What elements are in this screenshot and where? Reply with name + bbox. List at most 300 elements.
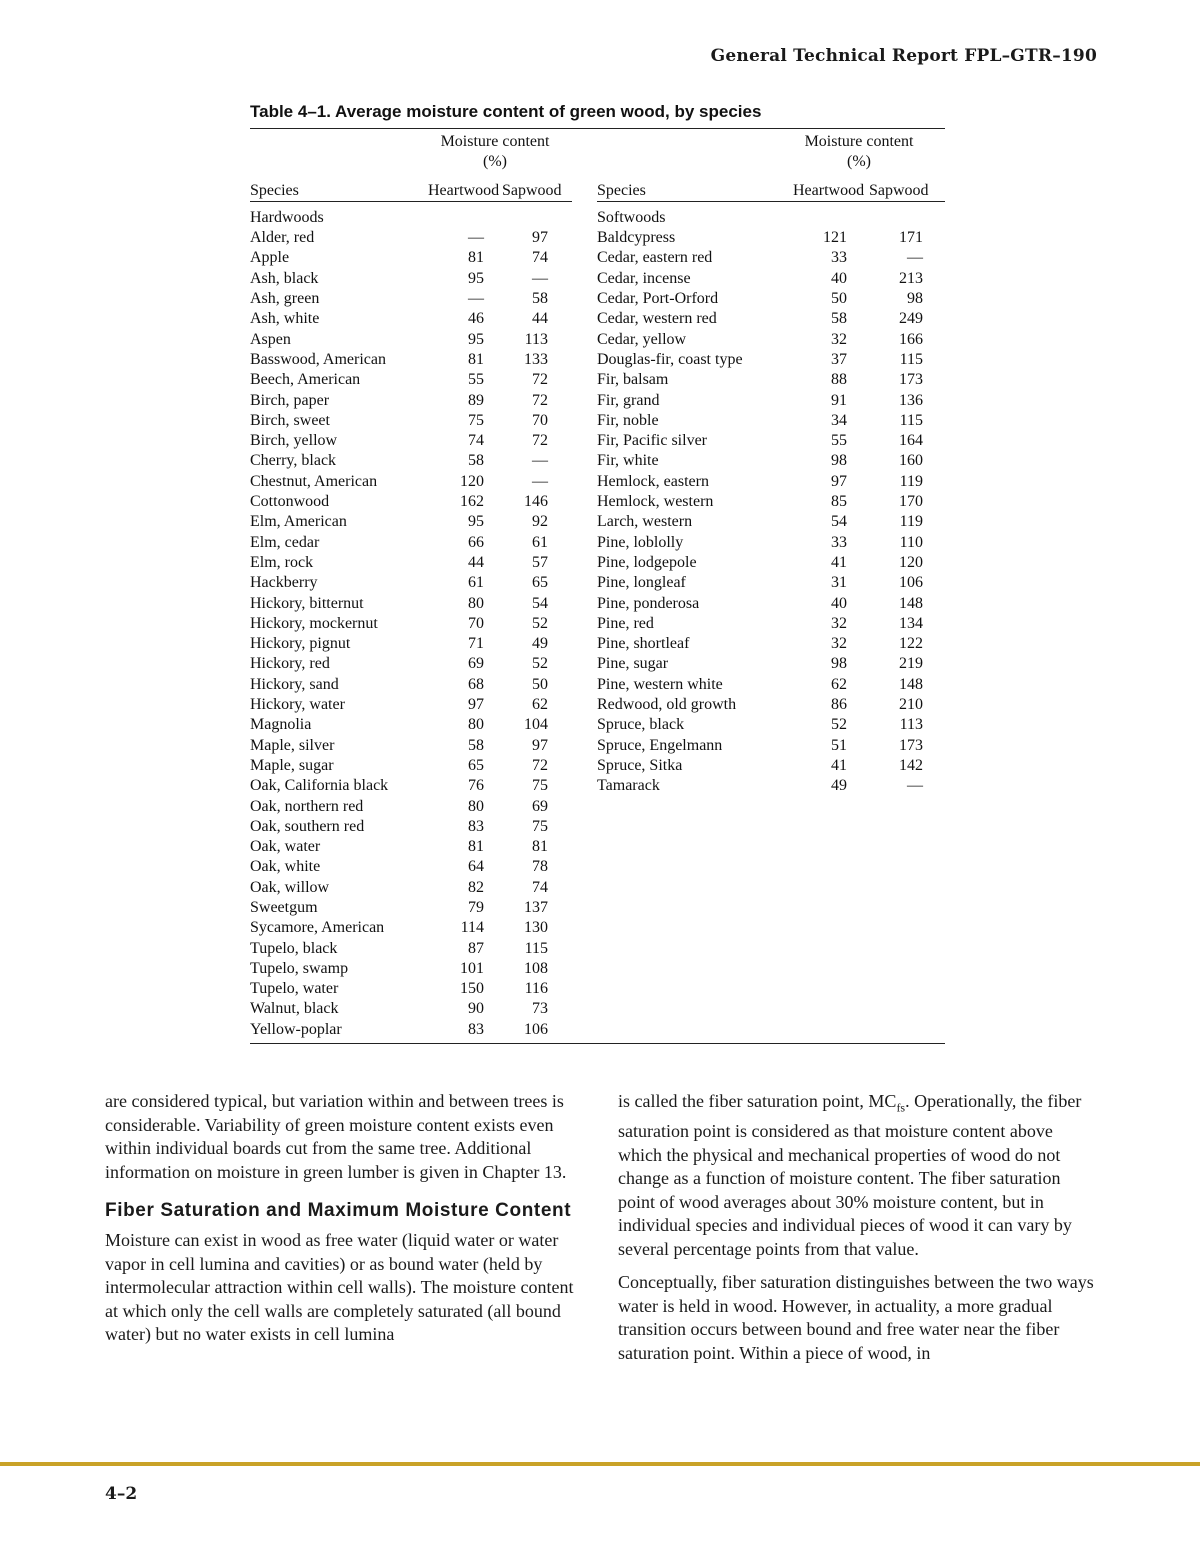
hardwood-sapwood-value: 70 xyxy=(532,411,548,429)
table-row xyxy=(250,675,945,695)
softwood-heartwood-value: 49 xyxy=(831,777,847,795)
hardwood-sapwood-value: 73 xyxy=(532,1000,548,1018)
softwood-sapwood-value xyxy=(869,797,945,817)
table-row xyxy=(250,289,945,309)
table-row xyxy=(250,451,945,471)
softwood-heartwood-value: 31 xyxy=(831,574,847,592)
table-row xyxy=(250,350,945,370)
hardwood-species: Magnolia xyxy=(250,716,312,734)
softwood-heartwood-value: 51 xyxy=(831,736,847,754)
hardwood-sapwood-value: 52 xyxy=(532,614,548,632)
species-header-left: Species xyxy=(250,173,418,202)
hardwood-sapwood-value: 78 xyxy=(532,858,548,876)
softwood-heartwood-value xyxy=(773,918,869,938)
table-row xyxy=(250,979,945,999)
softwood-species: Tamarack xyxy=(597,777,660,795)
table-row xyxy=(250,715,945,735)
hardwood-species: Walnut, black xyxy=(250,1000,339,1018)
softwood-species: Pine, loblolly xyxy=(597,533,684,551)
softwood-species: Pine, shortleaf xyxy=(597,635,690,653)
softwood-heartwood-value: 98 xyxy=(831,655,847,673)
softwood-heartwood-value xyxy=(773,817,869,837)
softwood-sapwood-value: 148 xyxy=(899,594,923,612)
hardwood-sapwood-value: 116 xyxy=(524,980,548,998)
hardwood-species: Birch, paper xyxy=(250,391,330,409)
softwood-sapwood-value xyxy=(869,999,945,1019)
table-row xyxy=(250,654,945,674)
hardwood-species: Chestnut, American xyxy=(250,472,378,490)
softwood-sapwood-value: 136 xyxy=(899,391,923,409)
hardwood-heartwood-value: 83 xyxy=(468,817,484,835)
table-row xyxy=(250,573,945,593)
softwood-species xyxy=(597,878,773,898)
hardwood-heartwood-value: 83 xyxy=(468,1020,484,1038)
hardwood-sapwood-value: 50 xyxy=(532,675,548,693)
hardwood-sapwood-value: 72 xyxy=(532,371,548,389)
hardwood-heartwood-value: 114 xyxy=(460,919,484,937)
softwood-sapwood-value: 164 xyxy=(899,432,923,450)
softwood-heartwood-value: 41 xyxy=(831,553,847,571)
softwood-species: Fir, Pacific silver xyxy=(597,432,707,450)
sapwood-header-right: Sapwood xyxy=(869,173,945,202)
table-row xyxy=(250,918,945,938)
softwood-sapwood-value: 122 xyxy=(899,635,923,653)
softwood-heartwood-value: 121 xyxy=(823,229,847,247)
moisture-content-heading-left: Moisture content xyxy=(440,133,550,150)
hardwood-species: Elm, cedar xyxy=(250,533,320,551)
hardwood-heartwood-value: 95 xyxy=(468,330,484,348)
body-paragraph: Moisture can exist in wood as free water (liquid water or water vapor in cell lumina and cavities) or as bound water (held by intermolecular attraction within cell walls). The moisture content at which only the cell walls are completely saturated (all bound water) but no water exists in cell lumina xyxy=(105,1230,574,1344)
hardwood-sapwood-value: — xyxy=(532,452,548,470)
hardwood-sapwood-value: 75 xyxy=(532,817,548,835)
table-row xyxy=(250,756,945,776)
table-row xyxy=(250,736,945,756)
hardwood-heartwood-value: 80 xyxy=(468,797,484,815)
softwoods-group-label: Softwoods xyxy=(597,208,666,226)
softwood-heartwood-value: 97 xyxy=(831,472,847,490)
hardwood-sapwood-value: 81 xyxy=(532,838,548,856)
table-row xyxy=(250,533,945,553)
softwood-species: Hemlock, western xyxy=(597,493,714,511)
softwood-sapwood-value xyxy=(869,857,945,877)
table-row xyxy=(250,512,945,532)
softwood-sapwood-value: 113 xyxy=(899,716,923,734)
softwood-sapwood-value: 148 xyxy=(899,675,923,693)
hardwood-sapwood-value: 75 xyxy=(532,777,548,795)
table-row xyxy=(250,330,945,350)
softwood-sapwood-value xyxy=(869,918,945,938)
softwood-heartwood-value: 52 xyxy=(831,716,847,734)
hardwood-heartwood-value: 58 xyxy=(468,736,484,754)
body-text: is called the fiber saturation point, MC xyxy=(618,1091,897,1111)
softwood-species: Spruce, black xyxy=(597,716,685,734)
softwood-heartwood-value xyxy=(773,878,869,898)
softwood-sapwood-value: 173 xyxy=(899,371,923,389)
hardwood-species: Oak, California black xyxy=(250,777,389,795)
table-row xyxy=(250,269,945,289)
footer-rule xyxy=(0,1462,1200,1466)
softwood-species xyxy=(597,999,773,1019)
table-row xyxy=(250,391,945,411)
hardwood-heartwood-value: 90 xyxy=(468,1000,484,1018)
hardwood-heartwood-value: 81 xyxy=(468,350,484,368)
hardwood-sapwood-value: 57 xyxy=(532,553,548,571)
hardwood-sapwood-value: 58 xyxy=(532,290,548,308)
hardwood-sapwood-value: 44 xyxy=(532,310,548,328)
hardwood-heartwood-value: — xyxy=(468,229,484,247)
softwood-species: Pine, lodgepole xyxy=(597,553,697,571)
hardwood-species: Maple, silver xyxy=(250,736,335,754)
hardwood-heartwood-value: 44 xyxy=(468,553,484,571)
sapwood-header-left: Sapwood xyxy=(502,173,572,202)
hardwood-heartwood-value: 58 xyxy=(468,452,484,470)
softwood-species: Spruce, Engelmann xyxy=(597,736,723,754)
hardwood-species: Basswood, American xyxy=(250,350,386,368)
hardwood-sapwood-value: 61 xyxy=(532,533,548,551)
softwood-sapwood-value: 142 xyxy=(899,756,923,774)
softwood-species: Cedar, eastern red xyxy=(597,249,713,267)
hardwood-heartwood-value: 75 xyxy=(468,411,484,429)
softwood-heartwood-value xyxy=(773,999,869,1019)
hardwood-species: Oak, southern red xyxy=(250,817,365,835)
hardwoods-group-label: Hardwoods xyxy=(250,208,324,226)
softwood-species: Cedar, western red xyxy=(597,310,717,328)
softwood-heartwood-value: 40 xyxy=(831,594,847,612)
percent-unit-right: (%) xyxy=(847,153,871,171)
softwood-species: Cedar, yellow xyxy=(597,330,687,348)
hardwood-species: Sweetgum xyxy=(250,898,318,916)
softwood-species xyxy=(597,817,773,837)
softwood-species: Fir, noble xyxy=(597,411,659,429)
softwood-heartwood-value: 50 xyxy=(831,290,847,308)
hardwood-sapwood-value: 115 xyxy=(524,939,548,957)
hardwood-heartwood-value: 66 xyxy=(468,533,484,551)
hardwood-heartwood-value: 97 xyxy=(468,696,484,714)
softwood-heartwood-value: 32 xyxy=(831,330,847,348)
hardwood-species: Yellow-poplar xyxy=(250,1020,342,1038)
table-row xyxy=(250,837,945,857)
hardwood-species: Ash, white xyxy=(250,310,320,328)
body-paragraph: are considered typical, but variation within and between trees is considerable. Variability of green moisture content exists even within individual boards cut from the same tree. Additional information on moisture in green lumber is given in Chapter 13. xyxy=(105,1091,567,1182)
body-column-right xyxy=(618,1090,1096,1375)
softwood-sapwood-value: 115 xyxy=(899,411,923,429)
softwood-species xyxy=(597,918,773,938)
table-row xyxy=(250,857,945,877)
hardwood-species: Tupelo, water xyxy=(250,980,339,998)
softwood-heartwood-value xyxy=(773,939,869,959)
page-number: 4–2 xyxy=(105,1484,138,1504)
hardwood-heartwood-value: — xyxy=(468,290,484,308)
table-row xyxy=(250,1020,945,1040)
table-row xyxy=(250,411,945,431)
softwood-sapwood-value: 166 xyxy=(899,330,923,348)
softwood-species: Fir, white xyxy=(597,452,659,470)
softwood-species: Pine, red xyxy=(597,614,654,632)
hardwood-species: Hickory, red xyxy=(250,655,330,673)
softwood-species: Larch, western xyxy=(597,513,693,531)
hardwood-heartwood-value: 120 xyxy=(460,472,484,490)
softwood-sapwood-value xyxy=(869,898,945,918)
hardwood-sapwood-value: 146 xyxy=(524,493,548,511)
softwood-sapwood-value: 160 xyxy=(899,452,923,470)
hardwood-species: Ash, green xyxy=(250,290,320,308)
softwood-heartwood-value: 34 xyxy=(831,411,847,429)
softwood-sapwood-value xyxy=(869,817,945,837)
softwood-species: Cedar, Port-Orford xyxy=(597,290,719,308)
body-paragraph xyxy=(618,1090,1096,1261)
hardwood-species: Aspen xyxy=(250,330,291,348)
softwood-sapwood-value xyxy=(869,939,945,959)
hardwood-heartwood-value: 46 xyxy=(468,310,484,328)
hardwood-heartwood-value: 80 xyxy=(468,594,484,612)
hardwood-heartwood-value: 71 xyxy=(468,635,484,653)
hardwood-species: Apple xyxy=(250,249,290,267)
softwood-species: Fir, balsam xyxy=(597,371,669,389)
hardwood-heartwood-value: 87 xyxy=(468,939,484,957)
softwood-sapwood-value: 115 xyxy=(899,350,923,368)
softwood-heartwood-value: 86 xyxy=(831,696,847,714)
hardwood-heartwood-value: 68 xyxy=(468,675,484,693)
moisture-content-table xyxy=(250,128,945,1044)
table-row xyxy=(250,797,945,817)
percent-unit-left: (%) xyxy=(483,153,507,171)
hardwood-species: Beech, American xyxy=(250,371,361,389)
hardwood-heartwood-value: 162 xyxy=(460,493,484,511)
softwood-species: Fir, grand xyxy=(597,391,660,409)
hardwood-heartwood-value: 69 xyxy=(468,655,484,673)
softwood-heartwood-value: 54 xyxy=(831,513,847,531)
hardwood-heartwood-value: 95 xyxy=(468,269,484,287)
hardwood-species: Birch, sweet xyxy=(250,411,330,429)
hardwood-species: Tupelo, black xyxy=(250,939,338,957)
softwood-heartwood-value: 88 xyxy=(831,371,847,389)
hardwood-heartwood-value: 95 xyxy=(468,513,484,531)
softwood-sapwood-value: 120 xyxy=(899,553,923,571)
hardwood-species: Hackberry xyxy=(250,574,318,592)
softwood-species xyxy=(597,979,773,999)
section-heading: Fiber Saturation and Maximum Moisture Content xyxy=(105,1200,572,1221)
softwood-sapwood-value: 213 xyxy=(899,269,923,287)
softwood-sapwood-value: 171 xyxy=(899,229,923,247)
hardwood-species: Cherry, black xyxy=(250,452,337,470)
hardwood-species: Elm, rock xyxy=(250,553,314,571)
softwood-heartwood-value: 41 xyxy=(831,756,847,774)
hardwood-species: Hickory, bitternut xyxy=(250,594,364,612)
softwood-sapwood-value: 249 xyxy=(899,310,923,328)
softwood-species: Baldcypress xyxy=(597,229,676,247)
hardwood-sapwood-value: 52 xyxy=(532,655,548,673)
softwood-heartwood-value: 62 xyxy=(831,675,847,693)
heartwood-header-left: Heartwood xyxy=(418,173,502,202)
softwood-heartwood-value xyxy=(773,898,869,918)
hardwood-sapwood-value: 72 xyxy=(532,432,548,450)
table-row xyxy=(250,959,945,979)
hardwood-heartwood-value: 82 xyxy=(468,878,484,896)
table-row xyxy=(250,999,945,1019)
hardwood-species: Hickory, sand xyxy=(250,675,339,693)
softwood-sapwood-value: 110 xyxy=(899,533,923,551)
hardwood-sapwood-value: 97 xyxy=(532,736,548,754)
hardwood-species: Elm, American xyxy=(250,513,347,531)
softwood-species: Cedar, incense xyxy=(597,269,691,287)
hardwood-species: Alder, red xyxy=(250,229,315,247)
hardwood-heartwood-value: 70 xyxy=(468,614,484,632)
hardwood-sapwood-value: 106 xyxy=(524,1020,548,1038)
hardwood-heartwood-value: 101 xyxy=(460,959,484,977)
softwood-species: Hemlock, eastern xyxy=(597,472,709,490)
table-row xyxy=(250,939,945,959)
hardwood-sapwood-value: 49 xyxy=(532,635,548,653)
softwood-species: Pine, western white xyxy=(597,675,723,693)
softwood-species: Spruce, Sitka xyxy=(597,756,683,774)
softwood-sapwood-value: 219 xyxy=(899,655,923,673)
hardwood-heartwood-value: 74 xyxy=(468,432,484,450)
table-row xyxy=(250,695,945,715)
softwood-heartwood-value: 33 xyxy=(831,533,847,551)
hardwood-sapwood-value: 65 xyxy=(532,574,548,592)
hardwood-heartwood-value: 76 xyxy=(468,777,484,795)
subscript-fs: fs xyxy=(896,1100,906,1115)
hardwood-species: Oak, water xyxy=(250,838,321,856)
softwood-heartwood-value: 98 xyxy=(831,452,847,470)
hardwood-heartwood-value: 150 xyxy=(460,980,484,998)
softwood-heartwood-value xyxy=(773,959,869,979)
softwood-sapwood-value: 106 xyxy=(899,574,923,592)
moisture-table-section xyxy=(250,102,945,1044)
moisture-content-heading-right: Moisture content xyxy=(804,133,914,150)
table-title: Table 4–1. Average moisture content of green wood, by species xyxy=(250,102,762,121)
softwood-heartwood-value: 32 xyxy=(831,614,847,632)
hardwood-heartwood-value: 64 xyxy=(468,858,484,876)
hardwood-species: Oak, willow xyxy=(250,878,330,896)
hardwood-sapwood-value: 72 xyxy=(532,756,548,774)
hardwood-species: Hickory, mockernut xyxy=(250,614,378,632)
hardwood-heartwood-value: 81 xyxy=(468,838,484,856)
softwood-heartwood-value: 58 xyxy=(831,310,847,328)
table-row xyxy=(250,370,945,390)
softwood-heartwood-value: 55 xyxy=(831,432,847,450)
hardwood-species: Sycamore, American xyxy=(250,919,385,937)
softwood-sapwood-value xyxy=(869,979,945,999)
hardwood-species: Cottonwood xyxy=(250,493,330,511)
hardwood-species: Maple, sugar xyxy=(250,756,334,774)
softwood-sapwood-value: 173 xyxy=(899,736,923,754)
softwood-species: Pine, sugar xyxy=(597,655,669,673)
table-row xyxy=(250,614,945,634)
hardwood-heartwood-value: 89 xyxy=(468,391,484,409)
softwood-species xyxy=(597,939,773,959)
softwood-sapwood-value: 170 xyxy=(899,493,923,511)
hardwood-heartwood-value: 80 xyxy=(468,716,484,734)
softwood-species xyxy=(597,1020,773,1040)
softwood-sapwood-value xyxy=(869,878,945,898)
hardwood-sapwood-value: 72 xyxy=(532,391,548,409)
heartwood-header-right: Heartwood xyxy=(773,173,869,202)
softwood-heartwood-value: 85 xyxy=(831,493,847,511)
hardwood-sapwood-value: 133 xyxy=(524,350,548,368)
softwood-heartwood-value xyxy=(773,979,869,999)
softwood-sapwood-value: 98 xyxy=(907,290,923,308)
softwood-heartwood-value xyxy=(773,837,869,857)
table-row xyxy=(250,309,945,329)
softwood-heartwood-value: 32 xyxy=(831,635,847,653)
table-row xyxy=(250,431,945,451)
table-row xyxy=(250,776,945,796)
hardwood-heartwood-value: 81 xyxy=(468,249,484,267)
softwood-species: Redwood, old growth xyxy=(597,696,737,714)
hardwood-heartwood-value: 61 xyxy=(468,574,484,592)
table-row xyxy=(250,594,945,614)
hardwood-species: Ash, black xyxy=(250,269,319,287)
hardwood-sapwood-value: 69 xyxy=(532,797,548,815)
body-text: . Operationally, the fiber saturation point is considered as that moisture content above which the physical and mechanical properties of wood do not change as a function of moisture content. The fiber saturation point of wood averages about 30% moisture content, but in individual species and individual pieces of wood it can vary by several percentage points from that value. xyxy=(618,1091,1082,1259)
hardwood-sapwood-value: 130 xyxy=(524,919,548,937)
softwood-heartwood-value: 91 xyxy=(831,391,847,409)
softwood-sapwood-value: 210 xyxy=(899,696,923,714)
hardwood-heartwood-value: 65 xyxy=(468,756,484,774)
table-row xyxy=(250,634,945,654)
softwood-species xyxy=(597,797,773,817)
hardwood-heartwood-value: 79 xyxy=(468,898,484,916)
hardwood-species: Oak, white xyxy=(250,858,321,876)
hardwood-species: Hickory, water xyxy=(250,696,345,714)
softwood-sapwood-value: 134 xyxy=(899,614,923,632)
species-header-right: Species xyxy=(597,173,773,202)
softwood-species xyxy=(597,837,773,857)
hardwood-species: Tupelo, swamp xyxy=(250,959,349,977)
hardwood-sapwood-value: 74 xyxy=(532,249,548,267)
softwood-heartwood-value xyxy=(773,857,869,877)
softwood-species: Pine, ponderosa xyxy=(597,594,700,612)
hardwood-sapwood-value: — xyxy=(532,269,548,287)
hardwood-sapwood-value: 74 xyxy=(532,878,548,896)
softwood-heartwood-value: 33 xyxy=(831,249,847,267)
softwood-sapwood-value xyxy=(869,837,945,857)
body-paragraph: Conceptually, fiber saturation distinguishes between the two ways water is held in wood. However, in actuality, a more gradual transition occurs between bound and free water near the fiber saturation point. Within a piece of wood, in xyxy=(618,1272,1094,1363)
softwood-sapwood-value: — xyxy=(907,777,923,795)
table-row xyxy=(250,472,945,492)
softwood-sapwood-value xyxy=(869,1020,945,1040)
hardwood-species: Oak, northern red xyxy=(250,797,364,815)
hardwood-heartwood-value: 55 xyxy=(468,371,484,389)
softwood-species: Douglas-fir, coast type xyxy=(597,350,743,368)
table-row xyxy=(250,553,945,573)
hardwood-sapwood-value: — xyxy=(532,472,548,490)
hardwood-sapwood-value: 137 xyxy=(524,898,548,916)
table-row xyxy=(250,228,945,248)
softwood-heartwood-value: 40 xyxy=(831,269,847,287)
softwood-sapwood-value xyxy=(869,959,945,979)
hardwood-species: Birch, yellow xyxy=(250,432,338,450)
hardwood-sapwood-value: 113 xyxy=(524,330,548,348)
hardwood-sapwood-value: 62 xyxy=(532,696,548,714)
hardwood-sapwood-value: 104 xyxy=(524,716,548,734)
softwood-heartwood-value xyxy=(773,1020,869,1040)
table-row xyxy=(250,878,945,898)
hardwood-sapwood-value: 54 xyxy=(532,594,548,612)
softwood-heartwood-value: 37 xyxy=(831,350,847,368)
hardwood-sapwood-value: 97 xyxy=(532,229,548,247)
softwood-species xyxy=(597,857,773,877)
softwood-species xyxy=(597,898,773,918)
softwood-species: Pine, longleaf xyxy=(597,574,686,592)
hardwood-sapwood-value: 92 xyxy=(532,513,548,531)
hardwood-species: Hickory, pignut xyxy=(250,635,351,653)
hardwood-sapwood-value: 108 xyxy=(524,959,548,977)
table-row xyxy=(250,898,945,918)
softwood-sapwood-value: 119 xyxy=(899,472,923,490)
table-row xyxy=(250,492,945,512)
